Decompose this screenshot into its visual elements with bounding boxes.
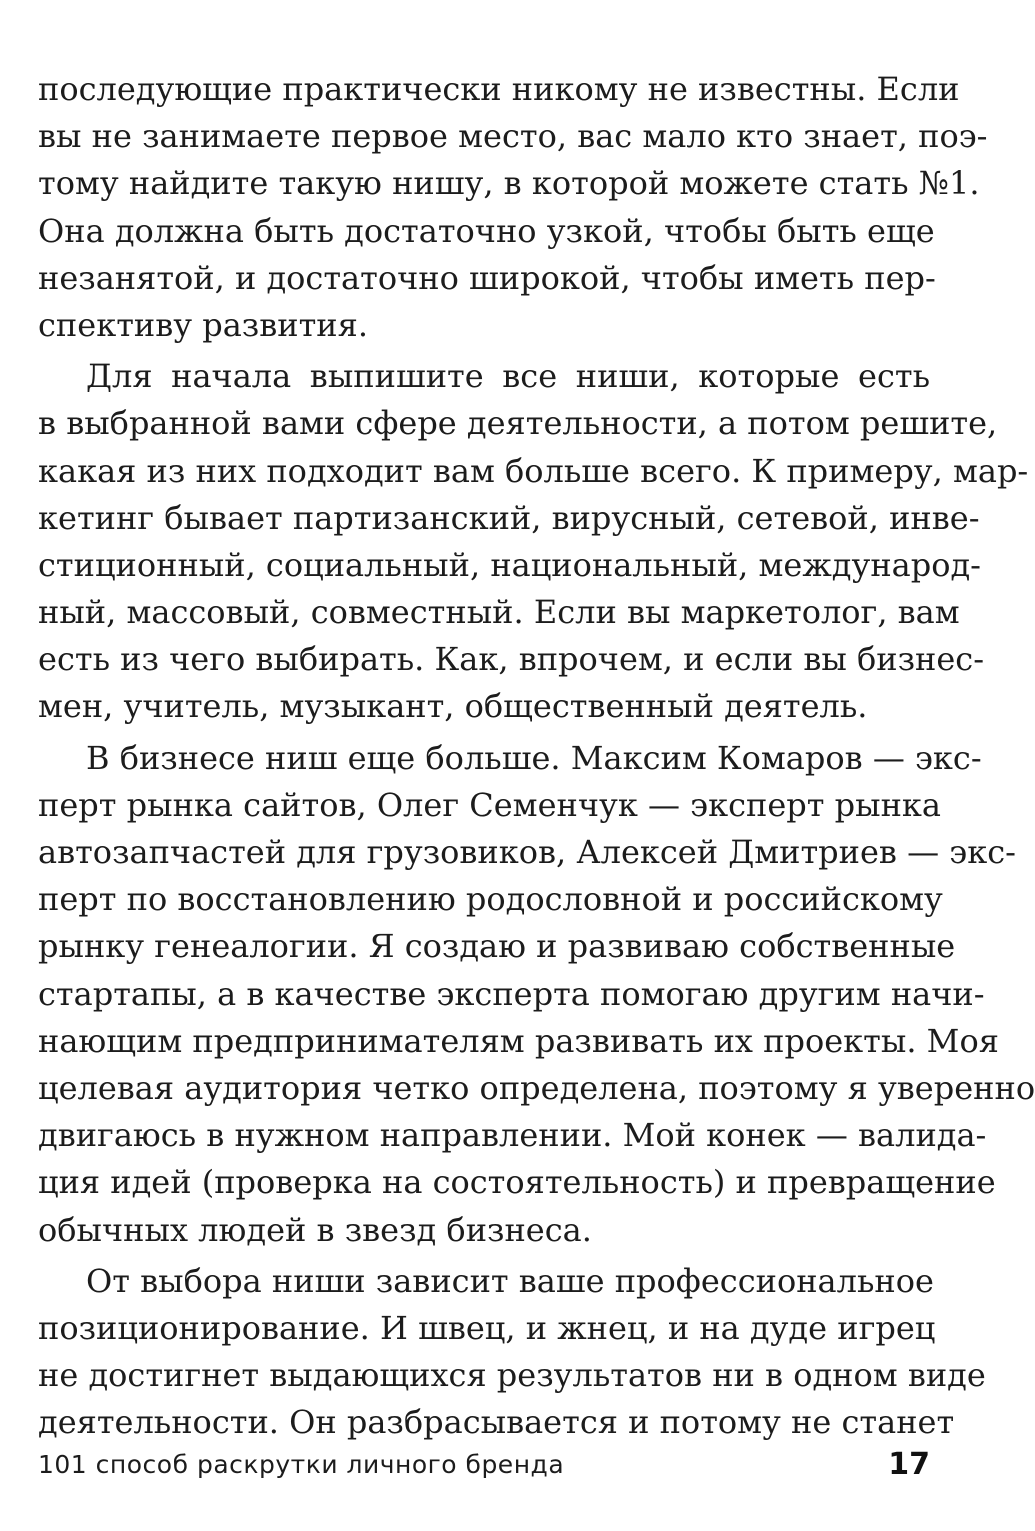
text-line: целевая аудитория четко определена, поэтому я уверенно (38, 1068, 1035, 1107)
text-line: В бизнесе ниш еще больше. Максим Комаров — экс- (86, 738, 982, 777)
text-line: обычных людей в звезд бизнеса. (38, 1210, 592, 1249)
text-line: вы не занимаете первое место, вас мало кто знает, поэ- (38, 117, 988, 156)
text-line: стиционный, социальный, национальный, международ- (38, 545, 981, 584)
text-line: рынку генеалогии. Я создаю и развиваю собственные (38, 927, 956, 966)
text-line: ция идей (проверка на состоятельность) и превращение (38, 1163, 996, 1202)
text-line: перт по восстановлению родословной и российскому (38, 880, 943, 919)
text-line: мен, учитель, музыкант, общественный деятель. (38, 687, 868, 726)
text-line: деятельности. Он разбрасывается и потому не станет (38, 1403, 955, 1442)
text-line: автозапчастей для грузовиков, Алексей Дмитриев — экс- (38, 833, 1016, 871)
text-line: двигаюсь в нужном направлении. Мой конек — валида- (38, 1116, 987, 1155)
page-body (38, 66, 1035, 1446)
text-line: незанятой, и достаточно широкой, чтобы иметь пер- (38, 258, 936, 297)
text-line: кетинг бывает партизанский, вирусный, сетевой, инве- (38, 498, 980, 537)
text-line: Она должна быть достаточно узкой, чтобы быть еще (38, 211, 935, 250)
paragraph (38, 66, 988, 349)
paragraph (38, 735, 1035, 1254)
running-footer-title: 101 способ раскрутки личного бренда (38, 1449, 565, 1479)
paragraph (38, 1258, 986, 1447)
text-line: Для начала выпишите все ниши, которые есть (86, 357, 930, 396)
text-line: От выбора ниши зависит ваше профессиональное (86, 1261, 934, 1300)
text-line: перт рынка сайтов, Олег Семенчук — эксперт рынка (38, 785, 941, 824)
text-line: последующие практически никому не известны. Если (38, 70, 960, 108)
text-line: какая из них подходит вам больше всего. К примеру, мар- (38, 451, 1029, 490)
page-number: 17 (888, 1446, 930, 1482)
text-line: спективу развития. (38, 305, 368, 344)
text-line: тому найдите такую нишу, в которой можете стать №1. (38, 164, 980, 203)
text-line: позиционирование. И швец, и жнец, и на дуде игрец (38, 1308, 936, 1347)
text-line: нающим предпринимателям развивать их проекты. Моя (38, 1021, 999, 1060)
text-line: ный, массовый, совместный. Если вы маркетолог, вам (38, 593, 960, 632)
page-footer (38, 1444, 930, 1484)
paragraph (38, 353, 1029, 731)
text-line: есть из чего выбирать. Как, впрочем, и если вы бизнес- (38, 640, 985, 679)
text-line: стартапы, а в качестве эксперта помогаю другим начи- (38, 974, 985, 1013)
text-line: в выбранной вами сфере деятельности, а потом решите, (38, 404, 998, 443)
text-line: не достигнет выдающихся результатов ни в одном виде (38, 1356, 986, 1395)
